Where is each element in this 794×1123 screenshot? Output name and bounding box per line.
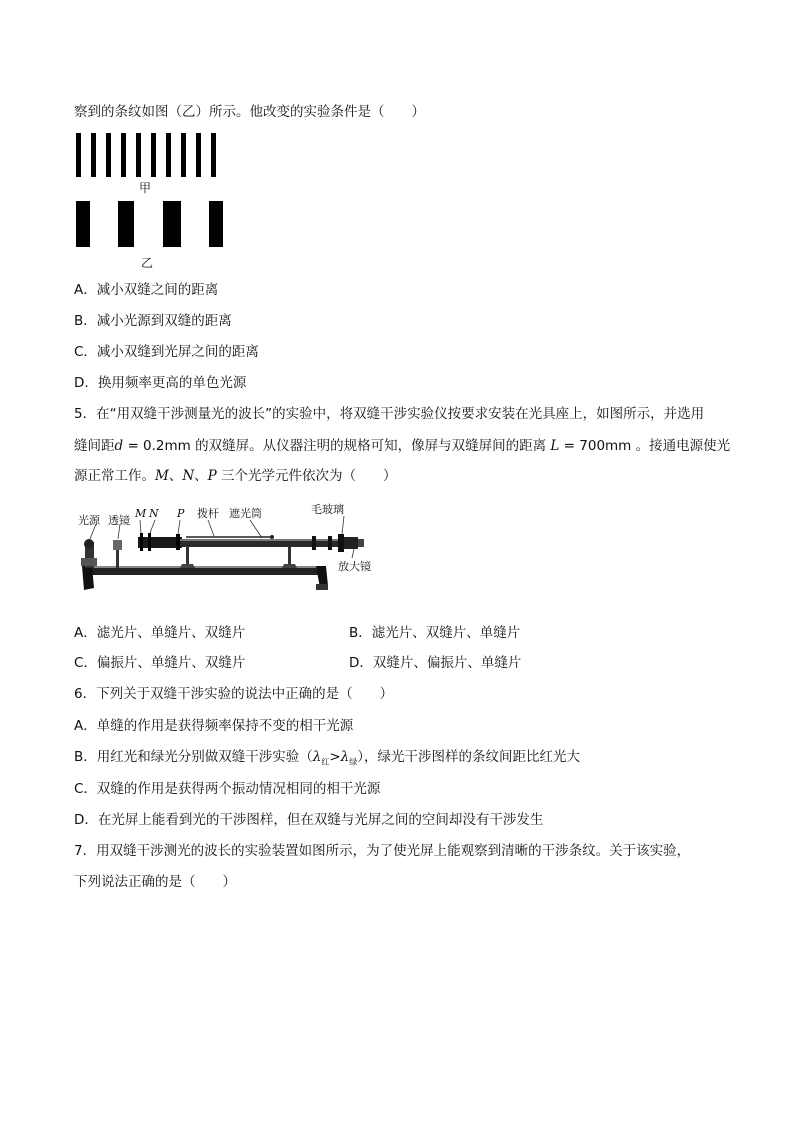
q5-var-m: M	[155, 468, 169, 484]
fringe-a-stripe	[136, 133, 141, 177]
q5-option-c: C．偏振片、单缝片、双缝片	[74, 655, 246, 671]
q6-option-b	[74, 748, 580, 772]
pointer-line	[352, 549, 354, 558]
question-4-stem-tail: 察到的条纹如图（乙）所示。他改变的实验条件是（ ）	[74, 104, 425, 120]
fringe-a-label: 甲	[139, 181, 152, 195]
pointer-line	[140, 520, 141, 533]
lambda-symbol: λ	[312, 749, 322, 765]
fringe-b-stripe	[118, 201, 134, 247]
pointer-line	[178, 520, 180, 534]
label-ground-glass: 毛玻璃	[311, 503, 344, 516]
fringe-a-stripe	[211, 133, 216, 177]
q5-option-d: D．双缝片、偏振片、单缝片	[349, 655, 522, 671]
q6-option-a: A．单缝的作用是获得频率保持不变的相干光源	[74, 718, 354, 734]
light-source-base	[81, 558, 97, 566]
q5-text: = 700mm 。接通电源使光	[559, 438, 731, 454]
pointer-line	[342, 516, 344, 534]
q5-text: 缝间距	[74, 438, 115, 454]
q6-text: ），绿光干涉图样的条纹间距比红光大	[357, 749, 580, 765]
q4-option-d: D．换用频率更高的单色光源	[74, 375, 247, 391]
q4-option-c: C．减小双缝到光屏之间的距离	[74, 344, 259, 360]
fringe-figure	[76, 133, 226, 273]
fringe-a-stripe	[121, 133, 126, 177]
tube-front	[138, 537, 182, 548]
pointer-line	[208, 520, 214, 536]
q5-option-a: A．滤光片、单缝片、双缝片	[74, 625, 246, 641]
q5-stem-line-1: 5．在“用双缝干涉测量光的波长”的实验中，将双缝干涉实验仪按要求安装在光具座上，如图所示，并选用	[74, 406, 705, 422]
fringe-a-stripe	[91, 133, 96, 177]
label-p: P	[177, 507, 185, 520]
q6-option-d: D．在光屏上能看到光的干涉图样，但在双缝与光屏之间的空间却没有干涉发生	[74, 812, 544, 828]
q5-text: = 0.2mm 的双缝屏。从仪器注明的规格可知，像屏与双缝屏间的距离	[123, 438, 551, 454]
tube-ring	[312, 536, 316, 550]
magnifier-eyepiece	[358, 539, 364, 547]
fringe-b-stripe	[76, 201, 90, 247]
fringe-a-stripe	[151, 133, 156, 177]
q6-stem: 6．下列关于双缝干涉实验的说法中正确的是（ ）	[74, 686, 394, 702]
magnifier-barrel	[344, 537, 358, 549]
q5-text: 源正常工作。	[74, 468, 155, 484]
component-m	[140, 533, 143, 551]
pointer-line	[150, 520, 155, 533]
q7-stem-line-1: 7．用双缝干涉测光的波长的实验装置如图所示，为了使光屏上能观察到清晰的干涉条纹。关于该实验，	[74, 843, 691, 859]
fringe-b-stripe	[209, 201, 223, 247]
lens	[113, 540, 122, 550]
q5-var-l: L	[550, 438, 560, 454]
q5-text: 、	[168, 468, 183, 484]
lambda-subscript-red: 红	[321, 757, 330, 767]
fringe-a-stripe	[166, 133, 171, 177]
fringe-a-stripe	[76, 133, 81, 177]
q6-text: B．用红光和绿光分别做双缝干涉实验（	[74, 749, 313, 765]
label-light-source: 光源	[78, 514, 100, 527]
fringe-b-stripe	[163, 201, 181, 247]
q5-var-p: P	[207, 468, 217, 484]
label-lever: 拨杆	[197, 507, 219, 520]
lambda-subscript-green: 绿	[349, 757, 358, 767]
q5-text: 、	[194, 468, 208, 484]
ground-glass	[338, 534, 344, 552]
apparatus-figure	[76, 503, 386, 598]
q5-text: 三个光学元件依次为（ ）	[216, 468, 397, 484]
support-clamp	[282, 564, 297, 568]
q4-option-a: A．减小双缝之间的距离	[74, 282, 219, 298]
q5-stem-line-2	[74, 437, 730, 455]
q4-option-b: B．减小光源到双缝的距离	[74, 313, 232, 329]
component-n	[148, 533, 151, 551]
fringe-a-stripe	[181, 133, 186, 177]
label-m: M	[135, 507, 147, 520]
label-lens: 透镜	[108, 514, 130, 527]
support-clamp	[180, 564, 195, 568]
lambda-symbol: λ	[340, 749, 350, 765]
bench-foot-left	[82, 566, 94, 590]
q5-option-b: B．滤光片、双缝片、单缝片	[349, 625, 521, 641]
light-source-head	[84, 539, 94, 549]
pointer-line	[250, 520, 262, 538]
label-hood: 遮光筒	[229, 507, 262, 520]
tube-ring	[328, 536, 332, 550]
q5-var-d: d	[114, 438, 124, 454]
q5-stem-line-3	[74, 467, 397, 485]
optical-bench-rail	[84, 568, 324, 575]
q7-stem-line-2: 下列说法正确的是（ ）	[74, 874, 236, 890]
fringe-b-label: 乙	[141, 256, 154, 270]
label-magnifier: 放大镜	[338, 560, 371, 573]
bench-foot-right-knob	[316, 584, 328, 590]
fringe-a-stripe	[106, 133, 111, 177]
q6-option-c: C．双缝的作用是获得两个振动情况相同的相干光源	[74, 781, 381, 797]
fringe-a-stripe	[196, 133, 201, 177]
component-p	[176, 534, 180, 550]
lever-knob	[270, 535, 274, 539]
label-n: N	[149, 507, 159, 520]
q5-var-n: N	[182, 468, 195, 484]
greater-than: >	[329, 749, 341, 765]
